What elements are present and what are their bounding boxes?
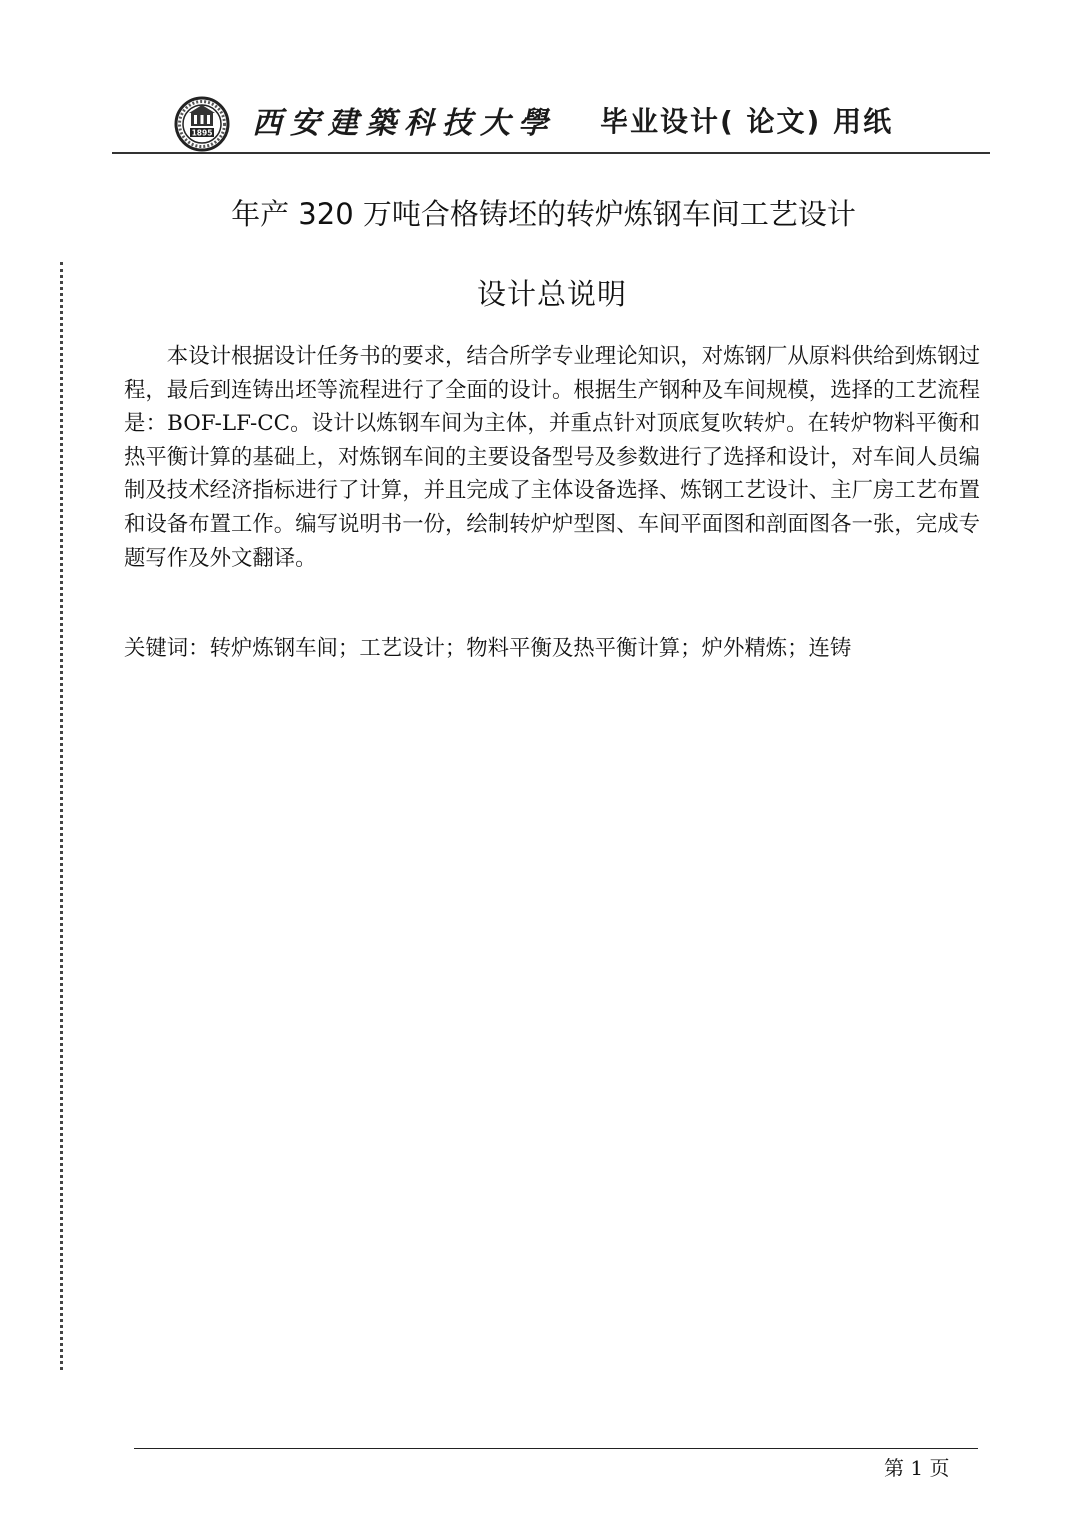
paper-type-label: 毕业设计( 论文) 用纸	[600, 105, 894, 138]
page-header	[112, 88, 990, 154]
document-title: 年产 320 万吨合格铸坯的转炉炼钢车间工艺设计	[231, 197, 856, 231]
header-divider	[112, 152, 990, 154]
page-number: 第 1 页	[884, 1456, 950, 1480]
keywords-text: 转炉炼钢车间；工艺设计；物料平衡及热平衡计算；炉外精炼；连铸	[209, 636, 852, 661]
keywords-label: 关键词：	[124, 636, 210, 661]
seal-year: 1895	[191, 128, 213, 138]
footer-divider	[134, 1448, 978, 1449]
section-title: 设计总说明	[476, 277, 627, 311]
university-name: 西安建築科技大學	[252, 106, 556, 141]
university-seal-icon	[174, 96, 230, 152]
keywords-line	[124, 632, 994, 666]
binding-dotted-line	[60, 262, 63, 1370]
abstract-paragraph: 本设计根据设计任务书的要求，结合所学专业理论知识，对炼钢厂从原料供给到炼钢过程，最后到连铸出坯等流程进行了全面的设计。根据生产钢种及车间规模，选择的工艺流程是：BOF-LF-CC。设计以炼钢车间为主体，并重点针对顶底复吹转炉。在转炉物料平衡和热平衡计算的基础上，对炼钢车间的主要设备型号及参数进行了选择和设计，对车间人员编制及技术经济指标进行了计算，并且完成了主体设备选择、炼钢工艺设计、主厂房工艺布置和设备布置工作。编写说明书一份，绘制转炉炉型图、车间平面图和剖面图各一张，完成专题写作及外文翻译。	[124, 344, 980, 571]
